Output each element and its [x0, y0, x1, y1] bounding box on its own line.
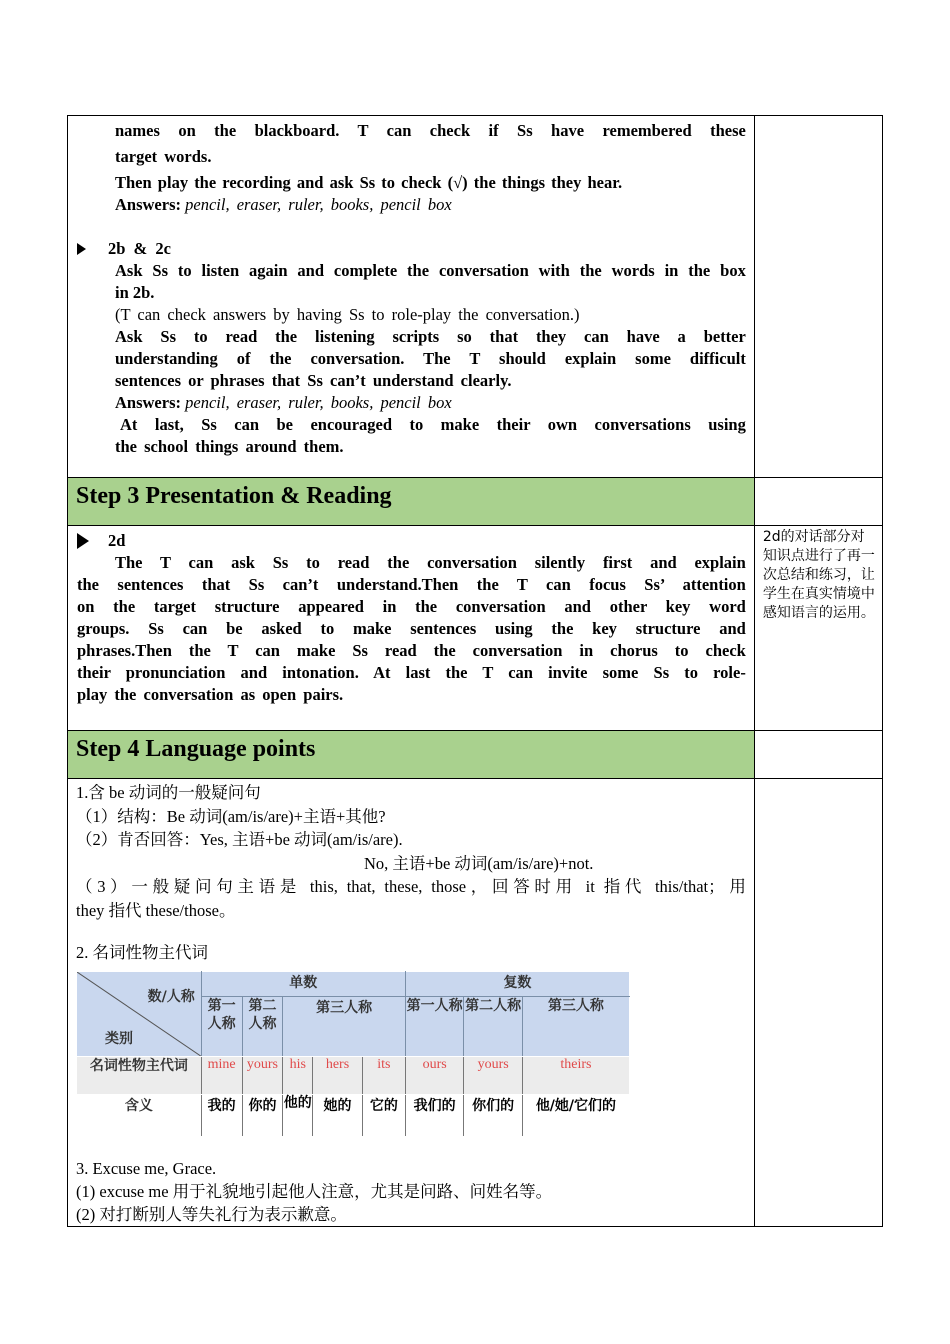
notes-cell — [754, 526, 882, 731]
step-title: Step 4 Language points — [76, 736, 316, 762]
answers-line — [115, 194, 746, 216]
pronoun-cell: its — [362, 1056, 405, 1094]
person-header: 第二人称 — [242, 996, 283, 1056]
paragraph-line: on the target structure appeared in the conversation and other key word — [77, 597, 746, 616]
procedure-cell — [68, 779, 755, 1227]
paragraph: Ask Ss to listen again and complete the conversation with the words in the box — [115, 261, 746, 280]
grammar-line: （1）结构：Be 动词(am/is/are)+主语+其他? — [76, 806, 386, 826]
grammar-line: （3）一般疑问句主语是 this, that, these, those，回答时用 it 指代 this/that；用 — [76, 877, 746, 896]
answers-label: Answers: — [115, 195, 181, 214]
step4-header-row — [68, 731, 883, 779]
paragraph: the school things around them. — [115, 437, 344, 456]
bullet-2d — [77, 530, 754, 552]
meaning-cell: 你的 — [242, 1094, 283, 1136]
meaning-cell: 我们的 — [405, 1094, 464, 1136]
corner-top-label: 数/人称 — [147, 988, 195, 1005]
paragraph: (T can check answers by having Ss to role-play the conversation.) — [115, 305, 580, 324]
paragraph: Ask Ss to read the listening scripts so that they can have a better — [115, 327, 746, 346]
step3-content-row — [68, 526, 883, 731]
paragraph: At last, Ss can be encouraged to make their own conversations using — [120, 415, 746, 434]
possessive-pronoun-table — [76, 971, 630, 1137]
answers-label: Answers: — [115, 393, 181, 412]
paragraph-line: play the conversation as open pairs. — [77, 685, 344, 704]
paragraph: target words. — [115, 147, 212, 166]
meaning-cell: 他/她/它们的 — [522, 1094, 629, 1136]
pronoun-cell: hers — [313, 1056, 363, 1094]
meaning-cell: 你们的 — [464, 1094, 523, 1136]
grammar-line: they 指代 these/those。 — [76, 900, 236, 920]
notes-cell — [754, 779, 882, 1227]
singular-header: 单数 — [201, 971, 405, 996]
grammar-line: (1) excuse me 用于礼貌地引起他人注意，尤其是问路、问姓名等。 — [76, 1181, 553, 1201]
grammar-line: (2) 对打断别人等失礼行为表示歉意。 — [76, 1204, 347, 1224]
paragraph: Then play the recording and ask Ss to check (√) the things they hear. — [115, 173, 623, 192]
pronoun-cell: mine — [201, 1056, 242, 1094]
paragraph: sentences or phrases that Ss can’t understand clearly. — [115, 371, 512, 390]
meaning-cell: 他的 — [283, 1094, 313, 1136]
answers-text: pencil, eraser, ruler, books, pencil box — [185, 393, 452, 412]
paragraph-line: groups. Ss can be asked to make sentences using the key structure and — [77, 619, 746, 638]
row-label: 含义 — [77, 1094, 202, 1136]
bullet-title: 2d — [108, 531, 126, 550]
grammar-heading: 2. 名词性物主代词 — [76, 943, 208, 962]
step3-header-row — [68, 478, 883, 526]
plural-header: 复数 — [405, 971, 629, 996]
grammar-line: （2）肯否回答：Yes, 主语+be 动词(am/is/are). — [76, 830, 403, 849]
procedure-cell — [68, 526, 755, 731]
diagonal-line — [77, 972, 201, 1056]
pronoun-cell: his — [283, 1056, 313, 1094]
paragraph-line: their pronunciation and intonation. At last the T can invite some Ss to role- — [77, 663, 746, 682]
meaning-cell: 她的 — [313, 1094, 363, 1136]
answers-line — [115, 392, 746, 414]
paragraph: names on the blackboard. T can check if Ss have remembered these — [115, 121, 746, 140]
step-title: Step 3 Presentation & Reading — [76, 483, 392, 509]
step4-header-cell — [68, 731, 755, 779]
pronoun-cell: yours — [464, 1056, 523, 1094]
paragraph: understanding of the conversation. The T should explain some difficult — [115, 349, 746, 368]
grammar-heading: 3. Excuse me, Grace. — [76, 1158, 217, 1178]
meaning-cell: 我的 — [201, 1094, 242, 1136]
pronoun-cell: ours — [405, 1056, 464, 1094]
bullet-title: 2b & 2c — [108, 239, 171, 258]
step4-content-row — [68, 779, 883, 1227]
corner-bottom-label: 类别 — [105, 1030, 133, 1047]
person-header: 第一人称 — [201, 996, 242, 1056]
grammar-line: No, 主语+be 动词(am/is/are)+not. — [364, 853, 594, 873]
person-header: 第一人称 — [405, 996, 464, 1056]
row-label: 名词性物主代词 — [77, 1056, 202, 1094]
notes-cell — [754, 731, 882, 779]
pronoun-cell: yours — [242, 1056, 283, 1094]
person-header: 第三人称 — [522, 996, 629, 1056]
notes-cell — [754, 478, 882, 526]
pronoun-cell: theirs — [522, 1056, 629, 1094]
answers-text: pencil, eraser, ruler, books, pencil box — [185, 195, 452, 214]
person-header: 第二人称 — [464, 996, 523, 1056]
arrow-bullet-icon — [77, 533, 89, 549]
person-header: 第三人称 — [283, 996, 406, 1056]
step3-header-cell — [68, 478, 755, 526]
paragraph-line: the sentences that Ss can’t understand.Then the T can focus Ss’ attention — [77, 575, 746, 594]
procedure-row-listening — [68, 116, 883, 478]
paragraph-line: phrases.Then the T can make Ss read the conversation in chorus to check — [77, 641, 746, 660]
paragraph: in 2b. — [115, 283, 155, 302]
table-corner — [77, 971, 202, 1056]
grammar-heading: 1.含 be 动词的一般疑问句 — [76, 783, 261, 802]
procedure-cell — [68, 116, 755, 478]
notes-cell — [754, 116, 882, 478]
teaching-note: 2d的对话部分对知识点进行了再一次总结和练习，让学生在真实情境中感知语言的运用。 — [762, 529, 875, 621]
bullet-2b-2c — [77, 238, 754, 260]
lesson-plan-table — [67, 115, 883, 1227]
paragraph-line: The T can ask Ss to read the conversation silently first and explain — [115, 553, 746, 572]
meaning-cell: 它的 — [362, 1094, 405, 1136]
arrow-bullet-icon — [77, 243, 86, 255]
